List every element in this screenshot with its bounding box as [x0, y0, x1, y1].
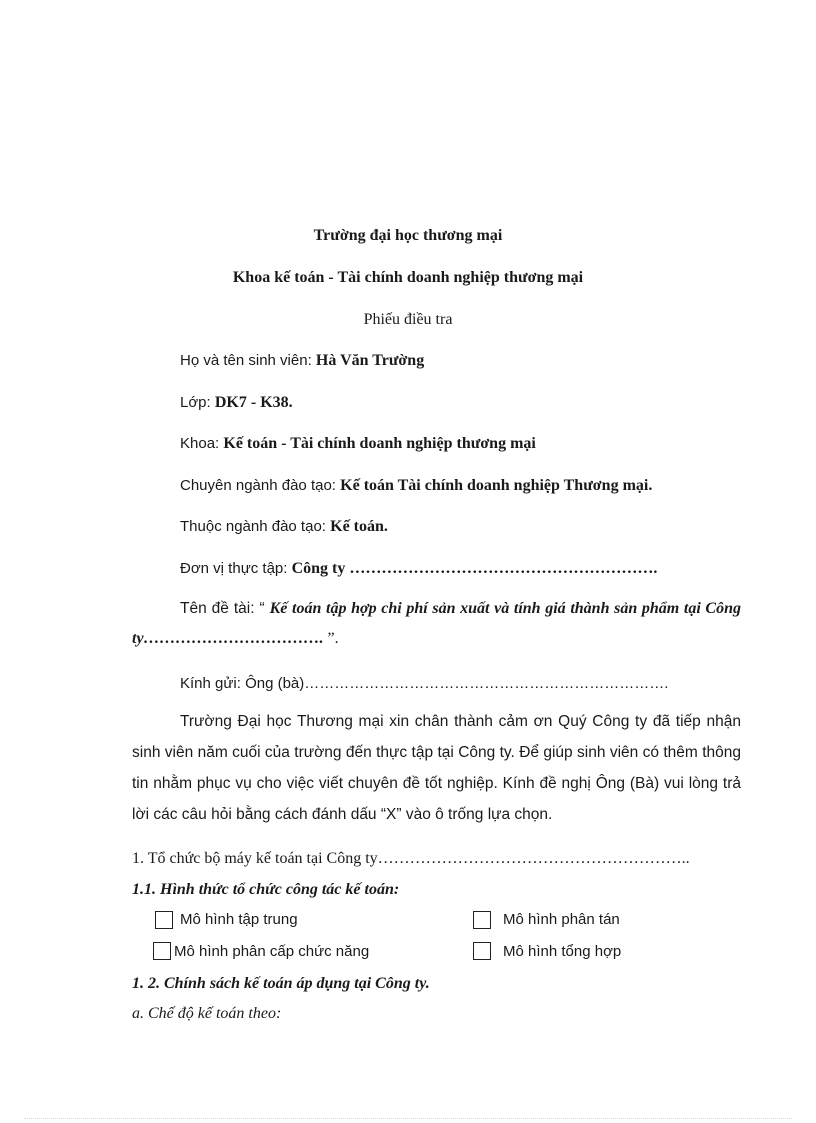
university-name: Trường đại học thương mại [313, 227, 503, 244]
checkbox-decentralized[interactable] [473, 911, 491, 929]
option-combined-label: Mô hình tổng hợp [503, 943, 622, 960]
unit-value: Công ty …………………………………………………. [291, 560, 658, 577]
section1-1-title: 1.1. Hình thức tổ chức công tác kế toán: [132, 881, 400, 898]
class-row [180, 393, 293, 413]
page-bottom-rule [24, 1118, 792, 1119]
student-name-label: Họ và tên sinh viên: [180, 352, 316, 369]
major-row [180, 476, 652, 496]
faculty-heading: Khoa kế toán - Tài chính doanh nghiệp thương mại [232, 269, 584, 286]
field-label: Thuộc ngành đào tạo: [180, 518, 331, 535]
checkbox-combined[interactable] [473, 942, 491, 960]
unit-label: Đơn vị thực tập: [180, 560, 292, 577]
checkbox-centralized[interactable] [155, 911, 173, 929]
faculty-value: Kế toán - Tài chính doanh nghiệp thương mại [223, 435, 536, 452]
option-centralized-label: Mô hình tập trung [180, 911, 298, 928]
topic-label: Tên đề tài: “ [180, 600, 270, 617]
checkbox-functional[interactable] [153, 942, 171, 960]
option-decentralized-label: Mô hình phân tán [503, 911, 620, 928]
class-label: Lớp: [180, 394, 215, 411]
student-name-row [180, 351, 424, 371]
section1-2a-title: a. Chế độ kế toán theo: [132, 1005, 282, 1022]
intro-paragraph [132, 706, 741, 830]
field-value: Kế toán. [330, 518, 388, 535]
major-value: Kế toán Tài chính doanh nghiệp Thương mại. [340, 477, 653, 494]
recipient-line: Kính gửi: Ông (bà)………………………………………………………………. [180, 675, 669, 692]
faculty-row [180, 434, 536, 454]
faculty-label: Khoa: [180, 435, 224, 452]
unit-row [180, 559, 657, 579]
intro-text: Trường Đại học Thương mại xin chân thành cảm ơn Quý Công ty đã tiếp nhận sinh viên năm cuối của trường đến thực tập tại Công ty. Để giúp sinh viên có thêm thông tin nhằm phục vụ cho việc viết chuyên đề tốt nghiệp. Kính đề nghị Ông (Bà) vui lòng trả lời các câu hỏi bằng cách đánh dấu “X” vào ô trống lựa chọn. [132, 713, 741, 823]
class-value: DK7 - K38. [214, 394, 293, 411]
topic-close: ”. [323, 630, 339, 647]
student-name-value: Hà Văn Trường [315, 352, 425, 369]
option-functional-label: Mô hình phân cấp chức năng [174, 943, 370, 960]
section1-title: 1. Tổ chức bộ máy kế toán tại Công ty………………………………………………….. [132, 850, 690, 867]
field-row [180, 517, 388, 537]
topic-value: Kế toán tập hợp chi phí sản xuất và tính giá thành sản phẩm tại Công ty……………………………. [132, 600, 742, 647]
topic-row [132, 594, 741, 654]
major-label: Chuyên ngành đào tạo: [180, 477, 341, 494]
section1-2-title: 1. 2. Chính sách kế toán áp dụng tại Công ty. [132, 975, 430, 992]
form-title: Phiếu điều tra [363, 311, 453, 328]
